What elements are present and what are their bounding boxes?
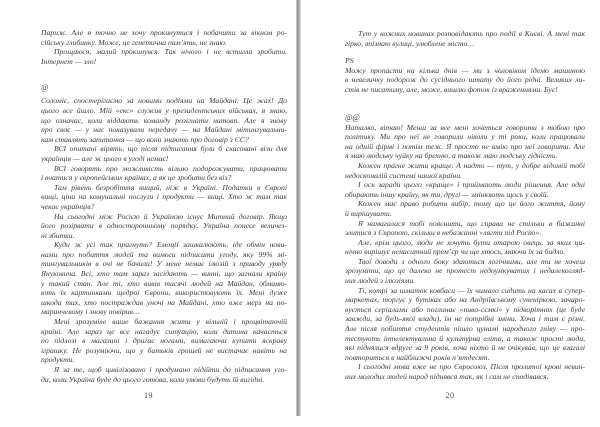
paragraph [345, 199, 585, 218]
text-line: на одній фірмі і потім теж. Я просто не вмію про неї говорити. Але [345, 141, 585, 151]
text-line: Прощаюся, малий прокинувся. Так нічого і не встигла зробити. [54, 47, 287, 57]
paragraph [41, 164, 287, 183]
text-line: політику. Ми про неї не говорили ніколи у ті роки, коли працювали [345, 132, 585, 142]
text-line: Тут у кожних новинах розповідають про події в Києві. А мені так [358, 29, 585, 38]
paragraph [41, 212, 287, 241]
text-line: у такий стан. Але ті, хто вивів тисячі людей на Майдан, обманю- [41, 278, 287, 288]
text-line: ВСІ говорять про можливість вільно подорожувати, працювати [54, 163, 287, 173]
text-line: іграшку. Не розуміючи, що у батьків грошей не вистачає навіть на [41, 345, 287, 355]
paragraph [345, 56, 585, 66]
paragraph [41, 183, 287, 212]
text-line: Кожен прагне жити краще. А надто — тут, у добре відомій тобі [358, 160, 585, 170]
text-line: ди, коли Україна буде до цього готова, коли умови будуть їй вигідні. [41, 374, 265, 384]
paragraph [41, 28, 287, 47]
email-divider: @@ [345, 112, 360, 122]
text-line: Париж. Але я точно не хочу прокинутися і побачити за вікном ро- [41, 28, 287, 37]
paragraph [41, 144, 287, 163]
text-line: І ось заради цього «краще» і приймають люди рішення. Але одні [358, 180, 585, 190]
text-line: Я за те, щоб цивілізовано і продумано підійти до підписання уго- [54, 365, 287, 374]
text-line: тингувальників в очі не бачили! У мене немає ілюзій з приводу уряду [41, 259, 287, 269]
text-line: я маю людську чуйку на брехню, а також маю людську гідність. [345, 151, 558, 161]
paragraph [345, 219, 585, 238]
text-line: Але після побиття студентів пішло цунамі народного гніву — про- [345, 324, 585, 334]
text-line: ють їх картинками щедрої Європи, використовують їх. Мені дуже [41, 288, 287, 298]
text-line: вищі, ціни на комунальні послуги і продукти — вищі. Хто ж там так [41, 192, 287, 202]
text-line: Кожен має право робити вибір, тому що це його життя, йому [358, 199, 585, 209]
text-line: українців — але ж цього в угоді немає! [41, 153, 169, 163]
paragraph [41, 317, 287, 365]
text-line: Наталко, вітаю! Менш за все мені хочеться говорити з тобою про [345, 122, 585, 132]
paragraph [345, 29, 585, 48]
text-line: Мені зрозуміле ваше бажання жити у вільній і процвітаючій [54, 317, 287, 327]
page-left [0, 0, 297, 427]
text-line: завжди, за будь-якої влади), їм не потрібні зміни. Хоча і там є різні. [345, 314, 585, 324]
text-line: про своє — у нас показували передачу — на Майдані мітингувальни- [41, 125, 287, 135]
paragraph [345, 123, 585, 161]
text-line: його розірвати в односторонньому порядку, Україна понесе величез- [41, 221, 287, 231]
text-line: продукти. [41, 355, 75, 365]
text-line: зрозуміти, що це далеко не протест недоумкуватих і недалекогляд- [345, 266, 585, 276]
text-line: вується серіалами або поглинає «пиво-сємкі» у підворітнях (це буде [345, 304, 585, 314]
text-line: повториться в найближчі років п’ятдесят. [345, 352, 490, 362]
text-line: Куди ж усі так прагнуть? Емоції зашкалюють, іде обмін нови- [54, 240, 287, 250]
paragraph [345, 161, 585, 180]
text-line: ВСІ опитані вірять, що після підписання були б скасовані візи для [54, 144, 287, 154]
paragraph [345, 257, 585, 286]
text-line: недосконалій системі нашої країни. [345, 170, 463, 180]
paragraph [345, 180, 585, 199]
email-divider: @ [41, 83, 49, 93]
text-line: цього все йшло. Мій «екс» служив у президентських військах, я знаю, [41, 105, 287, 115]
text-column-right [345, 0, 585, 382]
text-line: країні. Але зараз це все нагадує ситуацію, коли дитина качається [41, 326, 287, 336]
text-line: обирають іншу країну, як ти, другі — змінюють щось у своїй. [345, 189, 549, 199]
paragraph [345, 362, 585, 381]
text-line: Соломіє, спостерігаємо за новими подіями на Майдані. Це жах! До [41, 96, 287, 106]
paragraph [41, 47, 287, 66]
text-line: які піднялися вдруге за 9 років, хоча ніхто й не очікував, що це взагалі [345, 343, 585, 353]
paragraph [345, 286, 585, 363]
text-line: злитися з Європою, скільки в небажанні «лягти під Росію». [345, 228, 542, 238]
text-line: Твої доводи з одного боку здаються логічними, але ти не хочеш [358, 256, 585, 266]
text-line: гірко, впізнаю вулиці, улюблене місто… [345, 38, 475, 48]
text-line: Ті, котрі за шматок ковбаси — їх чимало сидить на касах в супер- [358, 285, 585, 295]
text-line: PS [345, 56, 354, 66]
text-line: Інтернет — зло! [41, 56, 97, 66]
text-line: по підлозі в магазині і дригає ногами, вимагаючи купити яскраву [41, 336, 287, 346]
text-line: й вирішувати. [345, 208, 392, 218]
page-number: 20 [445, 391, 455, 400]
text-line: ні збитки. [41, 230, 75, 240]
text-line: чекає українців? [41, 201, 95, 211]
page-right [300, 0, 600, 427]
text-line: кам ставлять запитання — що вони знають про договір з ЄС? [41, 134, 249, 144]
text-line: маркетах, торгує у бутіках або на Андріївському сувеніркою, зачаро- [345, 295, 585, 305]
paragraph [41, 240, 287, 317]
text-line: На сьогодні між Росією й Україною існує Митний договір. Якщо [54, 211, 287, 221]
text-line: Януковича. Всі, хто там зараз засідають — винні, що загнали країну [41, 269, 287, 279]
text-line: нами про побиття людей та вимоги підписати угоду, яку 99% мі- [41, 249, 287, 259]
text-line: Я намагалася тобі пояснити, що справа не стільки в бажанні [358, 218, 585, 228]
text-line: Там рівень безробіття вищий, ніж в Україні. Податки в Європі [54, 182, 287, 192]
text-line: шкода тих, хто постраждав уночі на Майдані, хто вже мерз на по- [41, 297, 287, 307]
text-line: стів не писатиму, але, може, вишлю фоток із враженнями. Бує! [345, 84, 558, 94]
paragraph [41, 96, 287, 144]
paragraph [345, 238, 585, 257]
text-line: і вчатися у європейських країнах, а як це зробити без віз? [41, 173, 232, 183]
text-column-left [41, 0, 287, 384]
text-line: що означає, коли віддають команду розігнати натовп. Але я знову [41, 115, 287, 125]
text-line: маранчевому і знову повірив… [41, 307, 140, 317]
page-number: 19 [144, 391, 153, 400]
paragraph [41, 365, 287, 384]
paragraph [345, 66, 585, 95]
text-line: них молодих людей народ піднявся так, як і сам не сподівався. [345, 372, 549, 381]
text-line: І сьогодні мова вже не про Євросоюз. Після пролитої крові невин- [358, 362, 585, 372]
text-line: Але, крім цього, люди не хочуть бути отарою овець, за яких ци- [358, 237, 585, 247]
text-line: тестують інтелектуальна й культурна еліта, а також прості люди, [345, 333, 585, 343]
text-line: сійську глибинку. Може, це генетична пам’ять, не знаю. [41, 37, 227, 47]
text-line: нічно вирішує ненаситний прем’єр чи ще хтось, маючи їх за бидло. [345, 247, 566, 257]
text-line: Можу пропасти на кілька днів — ми з чоловіком їдемо машиною [345, 65, 585, 75]
text-line: них людей з ілюзіями. [345, 276, 416, 286]
text-line: в невеличку подорож до сусіднього штату до його рідні. Великих ли- [345, 75, 585, 85]
